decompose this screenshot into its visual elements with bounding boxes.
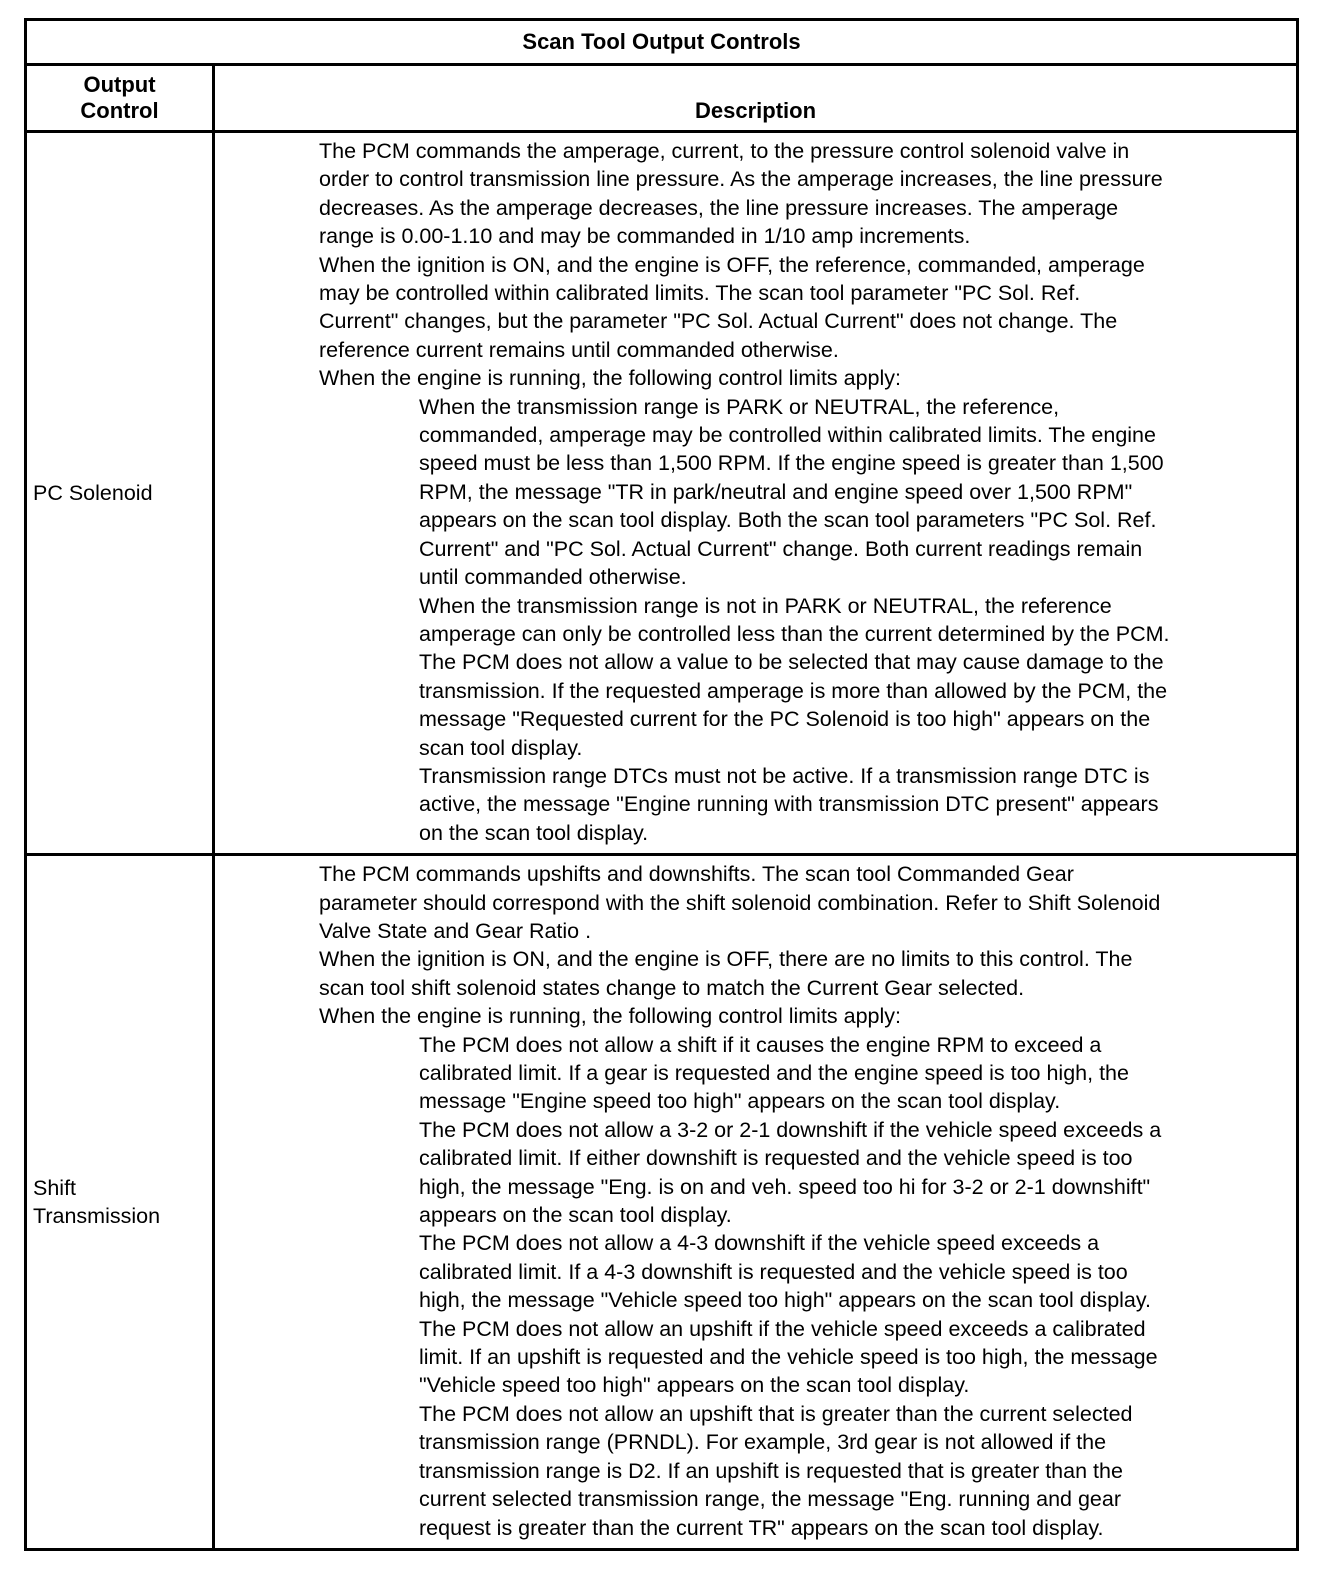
description-line: limit. If an upshift is requested and the vehicle speed is too high, the message [419,1345,1158,1370]
description-line: current selected transmission range, the message "Eng. running and gear [419,1487,1122,1512]
description-paragraph [215,860,1296,945]
description-line: When the engine is running, the following control limits apply: [319,366,902,391]
description-line: high, the message "Eng. is on and veh. speed too hi for 3-2 or 2-1 downshift" [419,1174,1151,1199]
description-paragraph [215,1031,1296,1116]
description-line: range is 0.00-1.10 and may be commanded in 1/10 amp increments. [319,224,971,249]
description-line: When the ignition is ON, and the engine is OFF, the reference, commanded, amperage [319,252,1145,277]
description-paragraph [215,1002,1296,1030]
description-paragraph [215,393,1296,592]
table-header-row [26,65,1298,132]
description-line: message "Requested current for the PC Solenoid is too high" appears on the [419,707,1151,732]
description-line: Valve State and Gear Ratio . [319,918,592,943]
description-line: amperage can only be controlled less than the current determined by the PCM. [419,621,1170,646]
table-title: Scan Tool Output Controls [26,20,1298,65]
description-paragraph [215,137,1296,251]
header-output-control [26,65,214,132]
description-line: transmission range is D2. If an upshift is requested that is greater than the [419,1458,1123,1483]
description-line: RPM, the message "TR in park/neutral and engine speed over 1,500 RPM" [419,479,1133,504]
description-paragraph [215,1116,1296,1230]
description-paragraph [215,1229,1296,1314]
description-line: message "Engine speed too high" appears on the scan tool display. [419,1089,1061,1114]
description-cell [214,132,1298,855]
header-output-control-line2: Control [80,98,159,123]
description-line: may be controlled within calibrated limits. The scan tool parameter "PC Sol. Ref. [319,281,1081,306]
description-paragraph [215,762,1296,847]
description-line: When the transmission range is not in PARK or NEUTRAL, the reference [419,593,1112,618]
table-row [26,132,1298,855]
description-line: The PCM commands upshifts and downshifts. The scan tool Commanded Gear [319,862,1074,887]
scan-tool-output-controls-table [24,18,1299,1551]
description-line: on the scan tool display. [419,820,649,845]
description-line: The PCM does not allow a 4-3 downshift if the vehicle speed exceeds a [419,1231,1100,1256]
output-control-cell [26,132,214,855]
description-line: calibrated limit. If a 4-3 downshift is requested and the vehicle speed is too [419,1259,1128,1284]
description-line: appears on the scan tool display. Both the scan tool parameters "PC Sol. Ref. [419,508,1157,533]
description-line: When the transmission range is PARK or NEUTRAL, the reference, [419,394,1060,419]
description-line: appears on the scan tool display. [419,1203,732,1228]
description-line: transmission range (PRNDL). For example, 3rd gear is not allowed if the [419,1430,1107,1455]
header-output-control-line1: Output [83,72,156,97]
description-line: speed must be less than 1,500 RPM. If the engine speed is greater than 1,500 [419,451,1164,476]
output-control-label: Shift [33,1176,77,1201]
description-line: parameter should correspond with the shift solenoid combination. Refer to Shift Solenoid [319,890,1161,915]
description-line: calibrated limit. If either downshift is requested and the vehicle speed is too [419,1146,1133,1171]
table-title-row [26,20,1298,65]
description-line: commanded, amperage may be controlled within calibrated limits. The engine [419,423,1156,448]
output-control-cell [26,855,214,1550]
description-paragraph [215,364,1296,392]
description-line: The PCM commands the amperage, current, to the pressure control solenoid valve in [319,139,1130,163]
description-line: scan tool display. [419,735,583,760]
description-line: calibrated limit. If a gear is requested and the engine speed is too high, the [419,1061,1129,1085]
description-cell [214,855,1298,1550]
description-line: When the ignition is ON, and the engine is OFF, there are no limits to this control. The [319,947,1133,972]
description-paragraph [215,1400,1296,1542]
description-line: The PCM does not allow an upshift that is greater than the current selected [419,1401,1133,1426]
description-line: Current" and "PC Sol. Actual Current" change. Both current readings remain [419,536,1143,561]
description-line: order to control transmission line pressure. As the amperage increases, the line pressure [319,167,1163,192]
description-line: scan tool shift solenoid states change to match the Current Gear selected. [319,975,1025,1000]
description-line: high, the message "Vehicle speed too high" appears on the scan tool display. [419,1288,1152,1313]
description-line: Current" changes, but the parameter "PC Sol. Actual Current" does not change. The [319,309,1118,334]
output-control-label: Transmission [33,1204,161,1229]
description-line: "Vehicle speed too high" appears on the scan tool display. [419,1373,970,1398]
description-line: until commanded otherwise. [419,565,687,590]
description-line: When the engine is running, the following control limits apply: [319,1004,902,1029]
description-line: The PCM does not allow a 3-2 or 2-1 downshift if the vehicle speed exceeds a [419,1117,1162,1142]
output-control-label: PC Solenoid [33,481,153,506]
description-paragraph [215,945,1296,1002]
description-paragraph [215,251,1296,365]
description-line: The PCM does not allow a value to be selected that may cause damage to the [419,650,1164,675]
description-line: reference current remains until commanded otherwise. [319,337,839,362]
description-line: The PCM does not allow an upshift if the vehicle speed exceeds a calibrated [419,1316,1146,1341]
description-paragraph [215,592,1296,762]
table-row [26,855,1298,1550]
header-description: Description [214,65,1298,132]
description-paragraph [215,1315,1296,1400]
description-line: transmission. If the requested amperage is more than allowed by the PCM, the [419,678,1168,703]
description-line: request is greater than the current TR" appears on the scan tool display. [419,1515,1104,1540]
description-line: decreases. As the amperage decreases, the line pressure increases. The amperage [319,195,1119,220]
description-line: Transmission range DTCs must not be active. If a transmission range DTC is [419,763,1150,788]
description-line: active, the message "Engine running with transmission DTC present" appears [419,792,1159,817]
description-line: The PCM does not allow a shift if it causes the engine RPM to exceed a [419,1032,1102,1057]
